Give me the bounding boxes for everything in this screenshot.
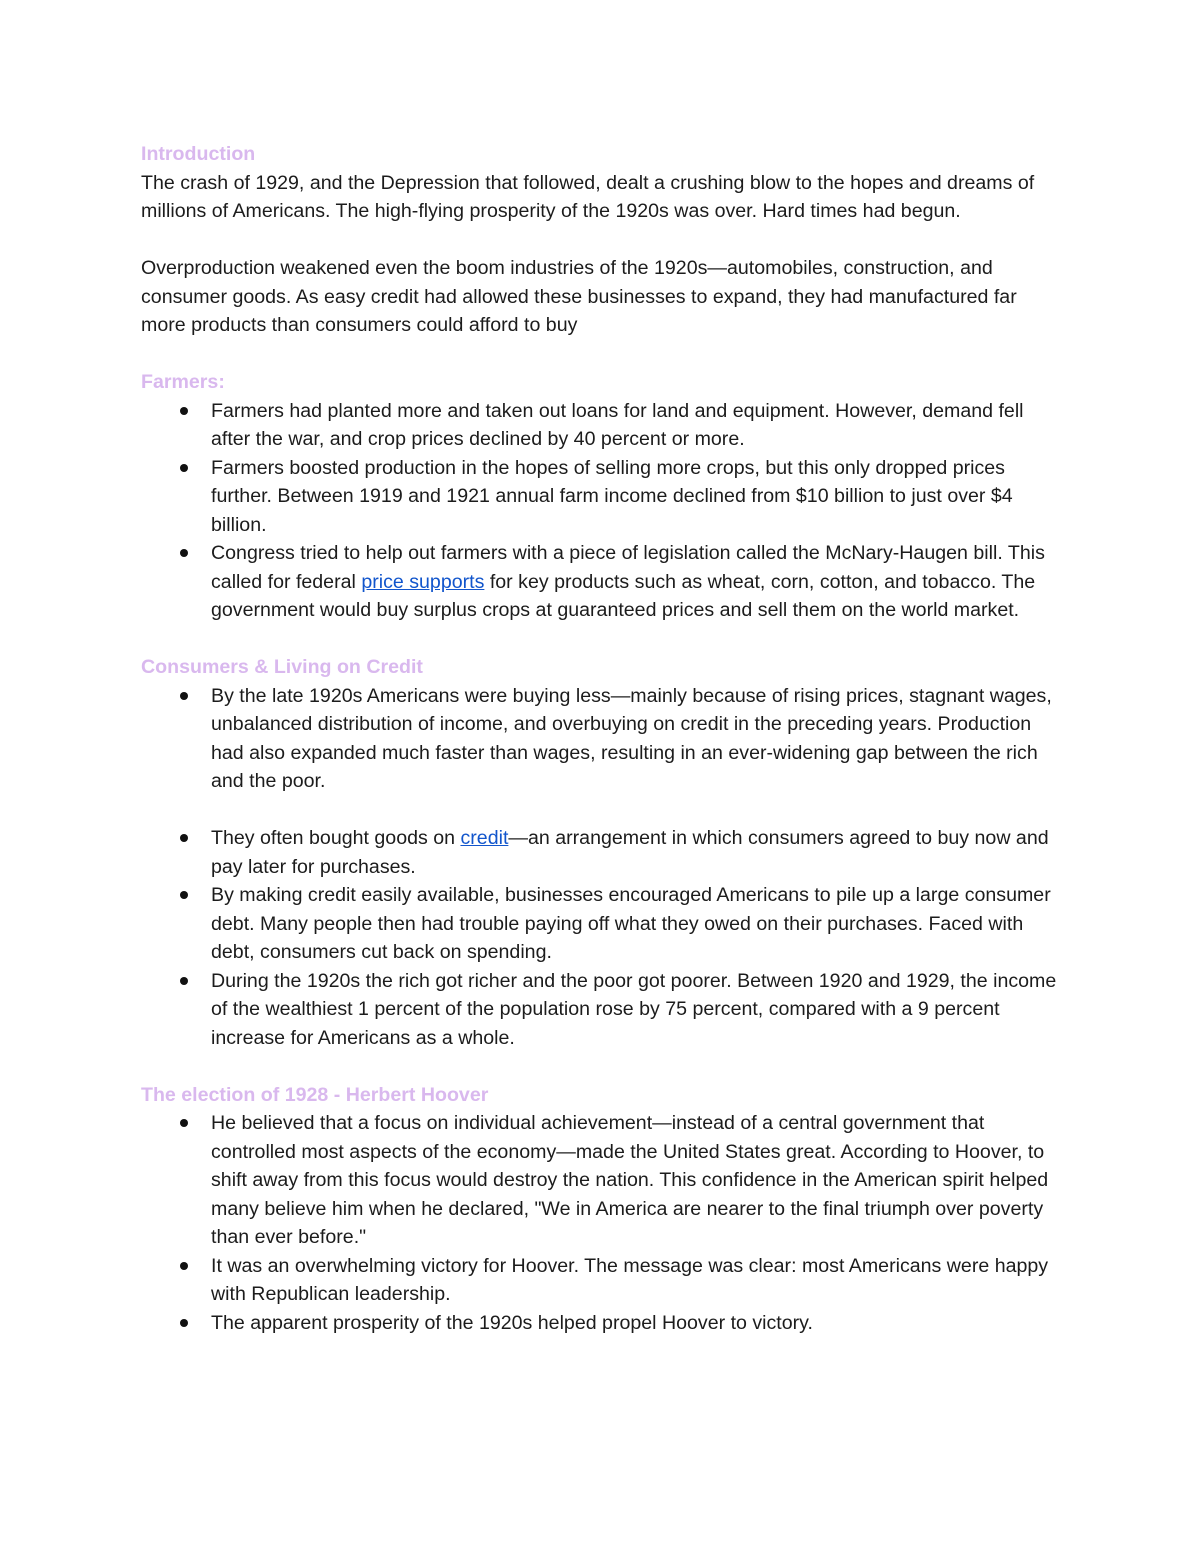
list-item xyxy=(141,539,1061,625)
spacer xyxy=(141,226,1061,255)
list-item-text: Farmers had planted more and taken out loans for land and equipment. However, demand fell after the war, and crop prices declined by 40 percent or more. xyxy=(211,399,1024,450)
introduction-paragraph-2: Overproduction weakened even the boom industries of the 1920s—automobiles, construction, and consumer goods. As easy credit had allowed these businesses to expand, they had manufactured far more products than consumers could afford to buy xyxy=(141,257,1017,336)
bullet-icon xyxy=(180,1319,188,1327)
bullet-icon xyxy=(180,834,188,842)
list-item-text-start: They often bought goods on xyxy=(211,827,461,849)
list-item xyxy=(141,397,1061,454)
introduction-heading: Introduction xyxy=(141,143,256,165)
list-item-text: It was an overwhelming victory for Hoover. The message was clear: most Americans were happy with Republican leadership. xyxy=(211,1254,1049,1305)
list-item xyxy=(141,881,1061,967)
bullet-icon xyxy=(180,1262,188,1270)
list-item xyxy=(141,1252,1061,1309)
list-item-text-end: for key products such as wheat, corn, cotton, and tobacco. The government would buy surplus crops at guaranteed prices and sell them on the world market. xyxy=(211,570,1036,621)
consumers-list-continued xyxy=(141,824,1061,1052)
election-list xyxy=(141,1109,1061,1337)
bullet-icon xyxy=(180,464,188,472)
list-item xyxy=(141,1309,1061,1338)
spacer xyxy=(141,1052,1061,1081)
farmers-list xyxy=(141,397,1061,625)
bullet-icon xyxy=(180,977,188,985)
list-item-text-end: —an arrangement in which consumers agreed to buy now and pay later for purchases. xyxy=(211,827,1049,878)
list-item xyxy=(141,967,1061,1053)
list-item-text-start: Congress tried to help out farmers with a piece of legislation called the McNary-Haugen bill. This called for federal xyxy=(211,542,1045,593)
credit-link[interactable]: credit xyxy=(460,827,509,849)
bullet-icon xyxy=(180,1119,188,1127)
list-item-text: Farmers boosted production in the hopes of selling more crops, but this only dropped prices further. Between 1919 and 1921 annual farm income declined from $10 billion to just over $4 billion. xyxy=(211,456,1013,536)
document-body xyxy=(141,140,1061,1337)
bullet-icon xyxy=(180,407,188,415)
bullet-icon xyxy=(180,549,188,557)
list-item xyxy=(141,1109,1061,1252)
introduction-paragraph-1: The crash of 1929, and the Depression that followed, dealt a crushing blow to the hopes and dreams of millions of Americans. The high-flying prosperity of the 1920s was over. Hard times had begun. xyxy=(141,171,1035,222)
list-item-text: He believed that a focus on individual achievement—instead of a central government that controlled most aspects of the economy—made the United States great. According to Hoover, to shift away from this focus would destroy the nation. This confidence in the American spirit helped many believe him when he declared, "We in America are nearer to the final triumph over poverty than ever before." xyxy=(211,1112,1049,1248)
bullet-icon xyxy=(180,891,188,899)
price-supports-link[interactable]: price supports xyxy=(361,570,485,593)
bullet-icon xyxy=(180,692,188,700)
list-item xyxy=(141,454,1061,540)
list-item-text: During the 1920s the rich got richer and the poor got poorer. Between 1920 and 1929, the income of the wealthiest 1 percent of the population rose by 75 percent, compared with a 9 percent increase for Americans as a whole. xyxy=(211,969,1057,1049)
list-item-text: By the late 1920s Americans were buying less—mainly because of rising prices, stagnant wages, unbalanced distribution of income, and overbuying on credit in the preceding years. Production had also expanded much faster than wages, resulting in an ever-widening gap between the rich and the poor. xyxy=(211,684,1052,792)
spacer xyxy=(141,625,1061,654)
list-item-text: By making credit easily available, businesses encouraged Americans to pile up a large consumer debt. Many people then had trouble paying off what they owed on their purchases. Faced with debt, consumers cut back on spending. xyxy=(211,884,1051,963)
farmers-heading: Farmers: xyxy=(141,371,225,393)
spacer xyxy=(141,796,1061,825)
list-item-text: The apparent prosperity of the 1920s helped propel Hoover to victory. xyxy=(211,1311,813,1334)
election-heading: The election of 1928 - Herbert Hoover xyxy=(141,1083,489,1106)
spacer xyxy=(141,340,1061,369)
list-item xyxy=(141,824,1061,881)
consumers-heading: Consumers & Living on Credit xyxy=(141,656,423,678)
consumers-list xyxy=(141,682,1061,796)
list-item xyxy=(141,682,1061,796)
